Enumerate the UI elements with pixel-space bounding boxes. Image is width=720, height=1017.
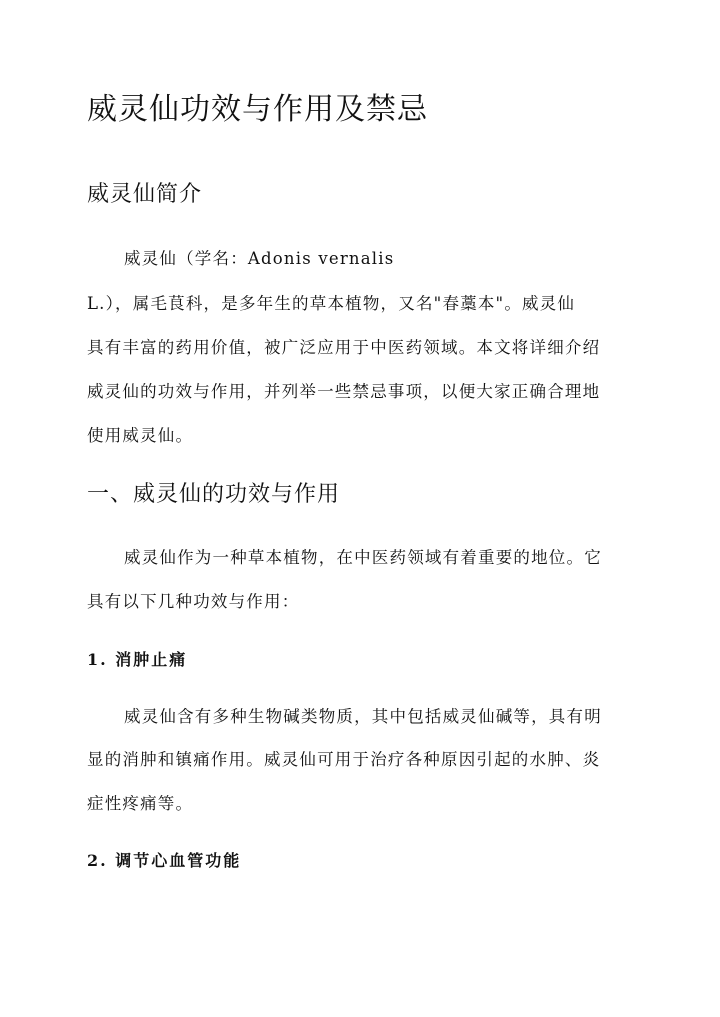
intro-line-4: 威灵仙的功效与作用，并列举一些禁忌事项，以便大家正确合理地 [87, 382, 601, 401]
item1-line-1: 威灵仙含有多种生物碱类物质，其中包括威灵仙碱等，具有明 [124, 707, 602, 726]
item1-line-2: 显的消肿和镇痛作用。威灵仙可用于治疗各种原因引起的水肿、炎 [87, 750, 601, 769]
section1-line-2: 具有以下几种功效与作用： [87, 592, 300, 611]
intro-line-1: 威灵仙（学名：Adonis vernalis [124, 249, 395, 268]
item2-heading: 2. 调节心血管功能 [87, 851, 242, 870]
section1-heading: 一、威灵仙的功效与作用 [87, 482, 341, 507]
item1-heading: 1. 消肿止痛 [87, 650, 188, 669]
intro-line-5: 使用威灵仙。 [87, 426, 194, 445]
section1-line-1: 威灵仙作为一种草本植物，在中医药领域有着重要的地位。它 [124, 548, 602, 567]
intro-line-2: L.），属毛茛科，是多年生的草本植物，又名"春藁本"。威灵仙 [87, 294, 576, 313]
intro-line-3: 具有丰富的药用价值，被广泛应用于中医药领域。本文将详细介绍 [87, 338, 601, 357]
document-title: 威灵仙功效与作用及禁忌 [87, 92, 428, 127]
intro-heading: 威灵仙简介 [87, 182, 203, 207]
item1-line-3: 症性疼痛等。 [87, 794, 194, 813]
